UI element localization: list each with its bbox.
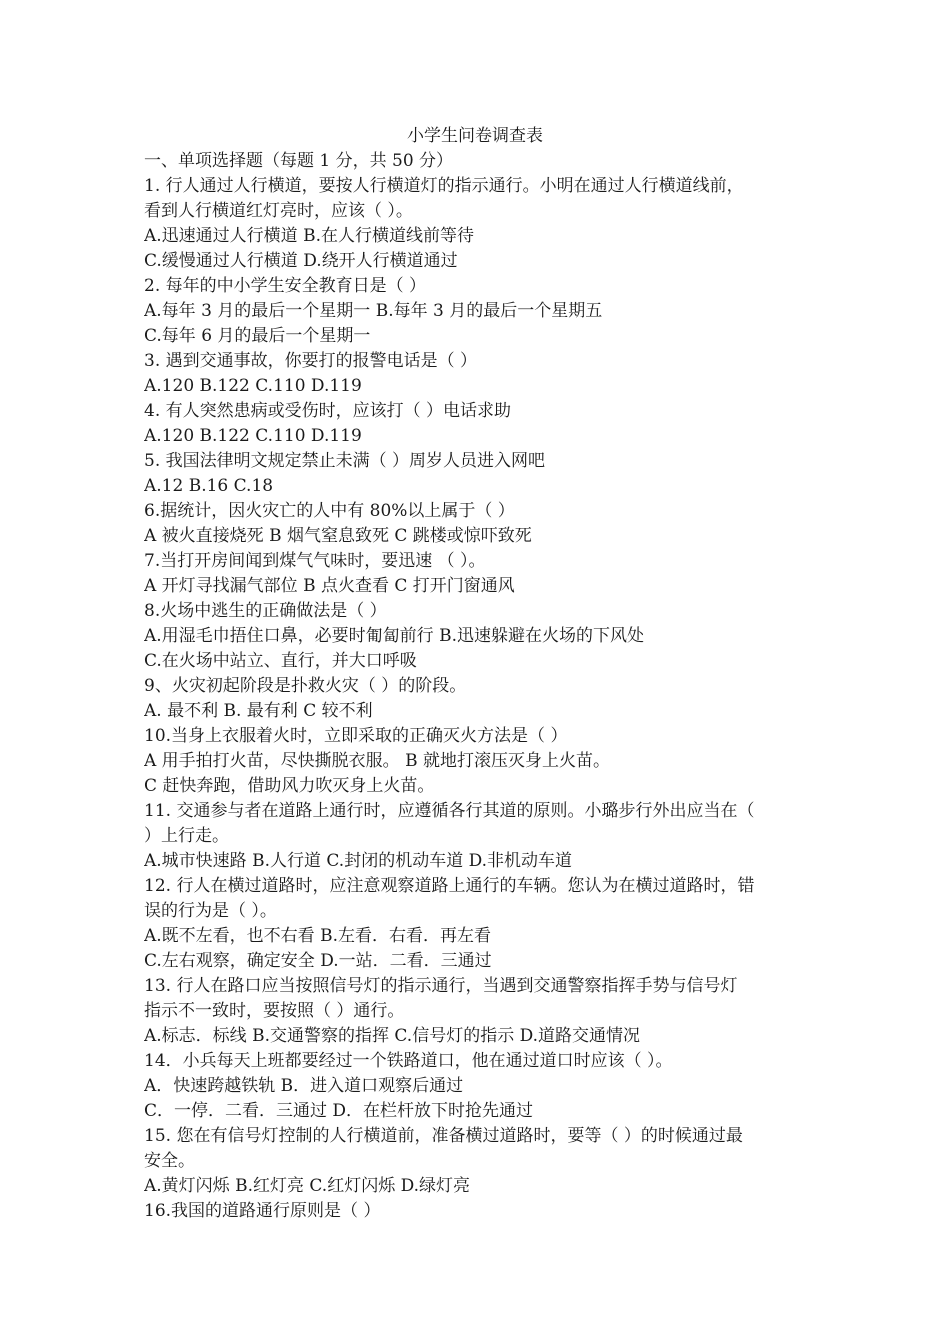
text-line: C.在火场中站立、直行，并大口呼吸: [144, 651, 417, 671]
text-line: 12. 行人在横过道路时，应注意观察道路上通行的车辆。您认为在横过道路时，错: [144, 876, 755, 896]
text-line: 8.火场中逃生的正确做法是（ ）: [144, 601, 387, 621]
text-line: 9、火灾初起阶段是扑救火灾（ ）的阶段。: [144, 676, 467, 696]
text-line: 13. 行人在路口应当按照信号灯的指示通行，当遇到交通警察指挥手势与信号灯: [144, 976, 738, 996]
text-line: A．快速跨越铁轨 B．进入道口观察后通过: [144, 1076, 464, 1096]
text-line: 看到人行横道红灯亮时，应该（ ）。: [144, 201, 413, 221]
text-line: 7.当打开房间闻到煤气气味时，要迅速 （ ）。: [144, 551, 486, 571]
text-line: A.12 B.16 C.18: [144, 476, 274, 496]
text-line: ）上行走。: [144, 826, 229, 846]
text-line: 10.当身上衣服着火时，立即采取的正确灭火方法是（ ）: [144, 726, 568, 746]
text-line: 15. 您在有信号灯控制的人行横道前，准备横过道路时，要等（ ）的时候通过最: [144, 1126, 743, 1146]
text-line: C 赶快奔跑，借助风力吹灭身上火苗。: [144, 776, 435, 796]
text-line: 11. 交通参与者在道路上通行时，应遵循各行其道的原则。小璐步行外出应当在（: [144, 801, 755, 821]
text-line: 5. 我国法律明文规定禁止未满（ ）周岁人员进入网吧: [144, 451, 546, 471]
text-line: 2. 每年的中小学生安全教育日是（ ）: [144, 276, 427, 296]
text-line: A.120 B.122 C.110 D.119: [144, 376, 362, 396]
text-line: A.城市快速路 B.人行道 C.封闭的机动车道 D.非机动车道: [144, 851, 573, 871]
text-line: 6.据统计，因火灾亡的人中有 80%以上属于（ ）: [144, 501, 515, 521]
text-line: 1. 行人通过人行横道，要按人行横道灯的指示通行。小明在通过人行横道线前，: [144, 176, 744, 196]
text-line: 16.我国的道路通行原则是（ ）: [144, 1201, 381, 1221]
text-line: A 开灯寻找漏气部位 B 点火查看 C 打开门窗通风: [144, 576, 515, 596]
text-line: 4. 有人突然患病或受伤时，应该打（ ）电话求助: [144, 401, 512, 421]
text-line: A.黄灯闪烁 B.红灯亮 C.红灯闪烁 D.绿灯亮: [144, 1176, 471, 1196]
text-line: 指示不一致时，要按照（ ）通行。: [144, 1001, 405, 1021]
text-line: C.每年 6 月的最后一个星期一: [144, 326, 371, 346]
text-line: 误的行为是（ ）。: [144, 901, 277, 921]
text-line: A.用湿毛巾捂住口鼻，必要时匍匐前行 B.迅速躲避在火场的下风处: [144, 626, 644, 646]
text-line: A 用手拍打火苗，尽快撕脱衣服。 B 就地打滚压灭身上火苗。: [144, 751, 610, 771]
section-heading: 一、单项选择题（每题 1 分，共 50 分）: [144, 151, 454, 171]
document-title: 小学生问卷调查表: [407, 126, 543, 146]
text-line: 3. 遇到交通事故，你要打的报警电话是（ ）: [144, 351, 478, 371]
text-line: A. 最不利 B. 最有利 C 较不利: [144, 701, 373, 721]
text-line: C.缓慢通过人行横道 D.绕开人行横道通过: [144, 251, 458, 271]
text-line: A.每年 3 月的最后一个星期一 B.每年 3 月的最后一个星期五: [144, 301, 603, 321]
text-line: 安全。: [144, 1151, 195, 1171]
document-body: [144, 149, 824, 1224]
text-line: A.迅速通过人行横道 B.在人行横道线前等待: [144, 226, 474, 246]
text-line: C．一停．二看．三通过 D．在栏杆放下时抢先通过: [144, 1101, 534, 1121]
text-line: 14．小兵每天上班都要经过一个铁路道口，他在通过道口时应该（ ）。: [144, 1051, 673, 1071]
text-line: C.左右观察，确定安全 D.一站．二看．三通过: [144, 951, 492, 971]
text-line: A.既不左看，也不右看 B.左看．右看．再左看: [144, 926, 491, 946]
text-line: A.标志．标线 B.交通警察的指挥 C.信号灯的指示 D.道路交通情况: [144, 1026, 641, 1046]
text-line: A.120 B.122 C.110 D.119: [144, 426, 362, 446]
text-line: A 被火直接烧死 B 烟气窒息致死 C 跳楼或惊吓致死: [144, 526, 532, 546]
